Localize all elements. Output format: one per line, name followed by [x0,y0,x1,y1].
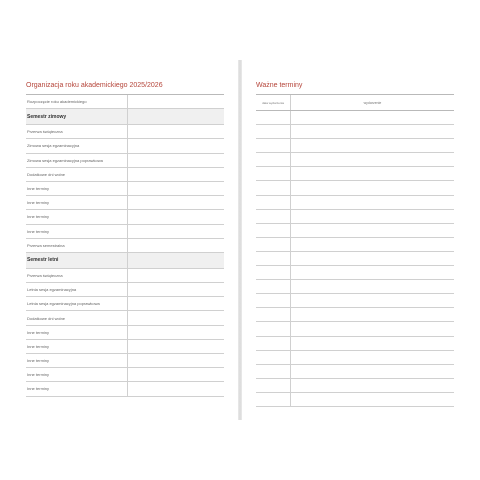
table-row [26,368,224,382]
event-entry-cell[interactable] [291,111,454,124]
section-header-row [26,109,224,125]
date-entry-cell[interactable] [128,239,224,252]
date-entry-cell[interactable] [128,382,224,395]
row-label: Inne terminy [26,196,128,209]
table-row [256,322,454,336]
table-row [26,225,224,239]
date-entry-cell[interactable] [128,368,224,381]
event-entry-cell[interactable] [291,393,454,406]
event-entry-cell[interactable] [291,153,454,166]
date-entry-cell[interactable] [256,181,291,194]
left-page [0,0,238,480]
table-row [26,196,224,210]
academic-year-table [26,94,224,397]
table-row [26,340,224,354]
row-label: Przerwa świąteczna [26,125,128,138]
date-entry-cell[interactable] [128,340,224,353]
row-label: Rozpoczęcie roku akademickiego [26,95,128,108]
date-entry-cell[interactable] [256,280,291,293]
row-label: Inne terminy [26,182,128,195]
date-entry-cell[interactable] [256,153,291,166]
table-row [256,266,454,280]
date-entry-cell[interactable] [128,210,224,223]
section-header-row [26,253,224,269]
event-entry-cell[interactable] [291,280,454,293]
row-label: Przerwa świąteczna [26,269,128,282]
table-row [256,125,454,139]
important-dates-header [256,95,454,111]
table-row [256,111,454,125]
table-row [256,379,454,393]
date-entry-cell[interactable] [128,154,224,167]
date-entry-cell[interactable] [256,294,291,307]
table-row [26,139,224,153]
event-entry-cell[interactable] [291,379,454,392]
date-entry-cell[interactable] [128,168,224,181]
row-label: Inne terminy [26,354,128,367]
table-row [26,354,224,368]
table-row [26,154,224,168]
date-entry-cell[interactable] [128,125,224,138]
event-entry-cell[interactable] [291,181,454,194]
table-row [256,280,454,294]
date-entry-cell[interactable] [128,225,224,238]
event-column-header: wydarzenie [363,100,382,105]
date-entry-cell[interactable] [128,283,224,296]
table-row [26,269,224,283]
event-entry-cell[interactable] [291,196,454,209]
row-label: Przerwa semestralna [26,239,128,252]
row-label: Inne terminy [26,340,128,353]
event-entry-cell[interactable] [291,167,454,180]
table-row [256,238,454,252]
table-row [26,311,224,325]
date-entry-cell[interactable] [256,379,291,392]
table-row [26,168,224,182]
table-row [256,210,454,224]
table-row [256,308,454,322]
table-row [256,181,454,195]
left-page-title: Organizacja roku akademickiego 2025/2026 [26,82,163,89]
event-entry-cell[interactable] [291,308,454,321]
table-row [26,125,224,139]
section-label: Semestr zimowy [26,109,128,124]
date-entry-cell[interactable] [256,252,291,265]
row-label: Letnia sesja egzaminacyjna poprawkowa [26,297,128,310]
date-entry-cell[interactable] [256,224,291,237]
date-entry-cell[interactable] [256,266,291,279]
table-row [256,196,454,210]
row-label: Inne terminy [26,326,128,339]
event-entry-cell[interactable] [291,139,454,152]
row-label: Inne terminy [26,210,128,223]
row-label: Inne terminy [26,225,128,238]
date-entry-cell[interactable] [256,111,291,124]
row-label: Inne terminy [26,382,128,395]
event-entry-cell[interactable] [291,322,454,335]
date-column-header: data wydarzenia [256,95,291,110]
date-entry-cell[interactable] [128,354,224,367]
date-entry-cell[interactable] [256,365,291,378]
table-row [256,351,454,365]
event-entry-cell[interactable] [291,252,454,265]
date-entry-cell[interactable] [128,311,224,324]
table-row [26,382,224,396]
right-page [242,0,480,480]
table-row [256,365,454,379]
event-entry-cell[interactable] [291,365,454,378]
table-row [256,294,454,308]
date-entry-cell[interactable] [256,196,291,209]
table-row [26,239,224,253]
row-label: Dodatkowe dni wolne [26,168,128,181]
date-entry-cell[interactable] [128,139,224,152]
important-dates-rows [256,111,454,407]
row-label: Zimowa sesja egzaminacyjna [26,139,128,152]
table-row [26,326,224,340]
row-label: Inne terminy [26,368,128,381]
table-row [256,153,454,167]
date-entry-cell[interactable] [256,393,291,406]
event-entry-cell[interactable] [291,224,454,237]
table-row [256,139,454,153]
table-row [26,95,224,109]
date-entry-cell[interactable] [128,326,224,339]
event-entry-cell[interactable] [291,266,454,279]
date-entry-cell[interactable] [256,139,291,152]
date-entry-cell[interactable] [128,196,224,209]
right-page-title: Ważne terminy [256,82,303,89]
date-entry-cell[interactable] [256,322,291,335]
event-entry-cell[interactable] [291,210,454,223]
table-row [26,182,224,196]
date-entry-cell[interactable] [256,238,291,251]
event-entry-cell[interactable] [291,337,454,350]
date-entry-cell[interactable] [256,351,291,364]
date-entry-cell[interactable] [256,125,291,138]
row-label: Zimowa sesja egzaminacyjna poprawkowa [26,154,128,167]
date-entry-cell[interactable] [128,109,224,124]
date-entry-cell[interactable] [128,253,224,268]
row-label: Letnia sesja egzaminacyjna [26,283,128,296]
section-label: Semestr letni [26,253,128,268]
date-entry-cell[interactable] [256,210,291,223]
date-entry-cell[interactable] [128,95,224,108]
date-entry-cell[interactable] [128,182,224,195]
event-entry-cell[interactable] [291,238,454,251]
date-entry-cell[interactable] [128,269,224,282]
table-row [26,210,224,224]
date-entry-cell[interactable] [256,167,291,180]
table-row [256,393,454,407]
date-entry-cell[interactable] [256,337,291,350]
table-row [26,297,224,311]
event-entry-cell[interactable] [291,294,454,307]
date-entry-cell[interactable] [128,297,224,310]
table-row [256,252,454,266]
table-row [26,283,224,297]
table-row [256,337,454,351]
important-dates-table [256,94,454,407]
row-label: Dodatkowe dni wolne [26,311,128,324]
table-row [256,224,454,238]
event-entry-cell[interactable] [291,125,454,138]
date-entry-cell[interactable] [256,308,291,321]
event-entry-cell[interactable] [291,351,454,364]
table-row [256,167,454,181]
